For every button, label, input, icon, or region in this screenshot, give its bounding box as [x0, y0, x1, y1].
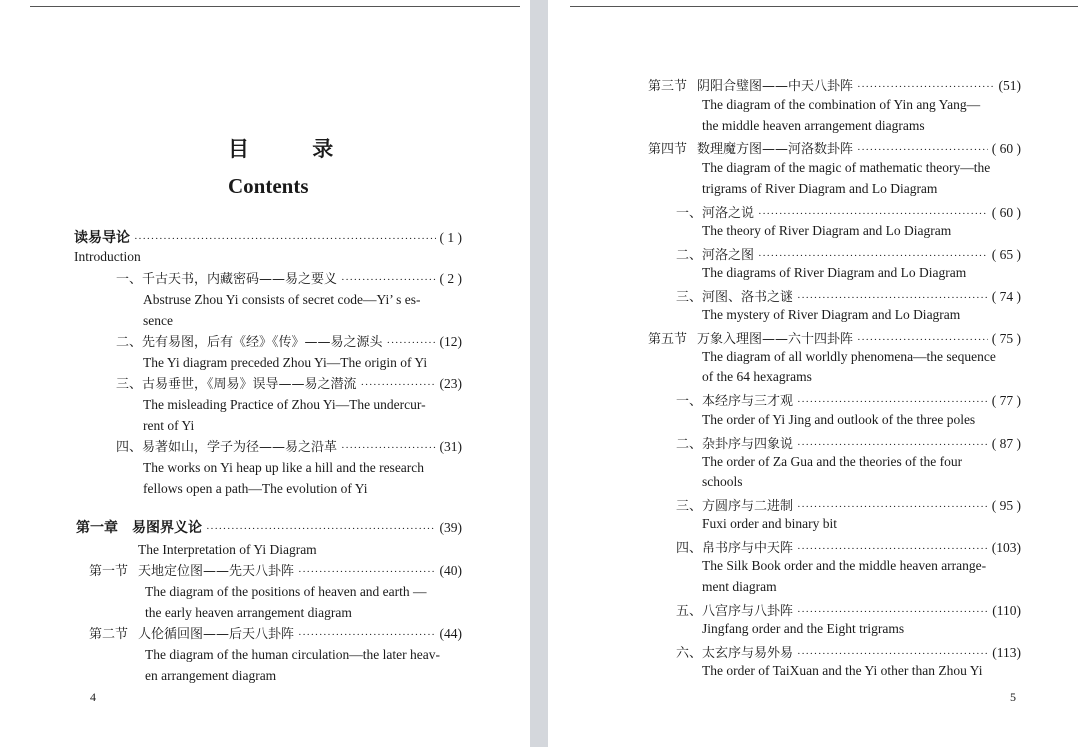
entry-title-cn: 万象入理图——六十四卦阵: [697, 332, 854, 347]
header-rule: [570, 6, 1078, 7]
entry-title-cn: 阴阳合璧图——中天八卦阵: [697, 79, 854, 94]
right-page: [548, 0, 1078, 747]
entry-title-cn: 河洛之图: [702, 248, 755, 263]
toc-entry[interactable]: [676, 390, 1021, 409]
page-number: 5: [1010, 690, 1016, 704]
entry-title-en: The order of Yi Jing and outlook of the three poles: [702, 412, 976, 427]
leader-dots: [387, 337, 436, 349]
entry-title-cn: 本经序与三才观: [702, 394, 794, 409]
entry-page: (110): [992, 603, 1021, 618]
entry-page: (23): [439, 376, 462, 391]
toc-entry[interactable]: [676, 433, 1021, 452]
entry-number: 三、: [676, 499, 703, 514]
entry-title-en: The Yi diagram preceded Zhou Yi—The origin of Yi: [143, 355, 428, 370]
leader-dots: [341, 442, 435, 454]
entry-title-cn: 河洛之说: [702, 206, 755, 221]
entry-title-en: rent of Yi: [143, 418, 195, 433]
entry-page: ( 95 ): [991, 498, 1021, 513]
entry-number: 第三节: [648, 79, 688, 94]
leader-dots: [797, 501, 988, 513]
entry-title-en: Fuxi order and binary bit: [702, 516, 837, 531]
entry-title-cn: 先有易图，后有《经》《传》——易之源头: [142, 335, 383, 350]
entry-number: 二、: [676, 248, 703, 263]
entry-title-en: The Silk Book order and the middle heaven arrange-: [702, 558, 987, 573]
entry-title-cn: 八宫序与八卦阵: [702, 604, 794, 619]
toc-entry-section[interactable]: [648, 138, 1021, 157]
entry-page: ( 60 ): [991, 141, 1021, 156]
entry-title-en: The diagrams of River Diagram and Lo Diagram: [702, 265, 967, 280]
entry-title-en: The works on Yi heap up like a hill and the research: [143, 460, 425, 475]
entry-title-en: ment diagram: [702, 579, 777, 594]
toc-entry[interactable]: [116, 268, 462, 287]
entry-page: ( 1 ): [439, 230, 462, 245]
entry-number: 四、: [116, 440, 143, 455]
toc-entry[interactable]: [676, 286, 1021, 305]
leader-dots: [206, 523, 436, 535]
entry-title-cn: 数理魔方图——河洛数卦阵: [697, 142, 854, 157]
entry-title-en: Jingfang order and the Eight trigrams: [702, 621, 905, 636]
entry-page: ( 2 ): [439, 271, 462, 286]
entry-title-cn: 天地定位图——先天八卦阵: [138, 564, 295, 579]
toc-entry[interactable]: [116, 331, 462, 350]
entry-number: 六、: [676, 646, 703, 661]
entry-page: ( 74 ): [991, 289, 1021, 304]
leader-dots: [341, 274, 435, 286]
entry-title-en: of the 64 hexagrams: [702, 369, 812, 384]
entry-number: 三、: [676, 290, 703, 305]
toc-entry-section[interactable]: [648, 75, 1021, 94]
entry-title-en: The diagram of all worldly phenomena—the sequence: [702, 349, 996, 364]
entry-number: 一、: [676, 394, 703, 409]
entry-title-en: The mystery of River Diagram and Lo Diagram: [702, 307, 961, 322]
leader-dots: [797, 439, 988, 451]
toc-entry-section[interactable]: [89, 623, 462, 642]
left-page: [0, 0, 530, 747]
contents-title-english: Contents: [228, 174, 309, 198]
entry-title-cn: 太玄序与易外易: [702, 646, 794, 661]
entry-title-cn: 古易垂世，《周易》误导——易之潜流: [142, 377, 357, 392]
entry-number: 第五节: [648, 332, 688, 347]
leader-dots: [857, 334, 988, 346]
entry-page: (12): [439, 334, 462, 349]
entry-title-cn: 易著如山，学子为径——易之沿革: [142, 440, 338, 455]
page-number: 4: [90, 690, 96, 704]
entry-number: 二、: [116, 335, 143, 350]
entry-title-en: Introduction: [74, 249, 141, 264]
entry-title-cn: 千古天书，内藏密码——易之要义: [142, 272, 338, 287]
entry-title-cn: 杂卦序与四象说: [702, 437, 794, 452]
entry-title-cn: 读易导论: [74, 230, 130, 246]
entry-page: (31): [439, 439, 462, 454]
leader-dots: [857, 144, 988, 156]
entry-title-en: The misleading Practice of Zhou Yi—The undercur-: [143, 397, 426, 412]
entry-title-en: schools: [702, 474, 743, 489]
entry-title-en: The diagram of the positions of heaven and earth —: [145, 584, 427, 599]
entry-number: 第一节: [89, 564, 129, 579]
toc-entry[interactable]: [116, 436, 462, 455]
entry-page: (44): [439, 626, 462, 641]
leader-dots: [758, 208, 988, 220]
toc-entry[interactable]: [676, 600, 1021, 619]
entry-number: 一、: [676, 206, 703, 221]
entry-number: 三、: [116, 377, 143, 392]
entry-title-en: en arrangement diagram: [145, 668, 277, 683]
toc-entry[interactable]: [676, 642, 1021, 661]
toc-entry[interactable]: [676, 244, 1021, 263]
leader-dots: [797, 648, 988, 660]
entry-title-en: The Interpretation of Yi Diagram: [138, 542, 317, 557]
leader-dots: [758, 250, 988, 262]
header-rule: [30, 6, 520, 7]
entry-page: ( 75 ): [991, 331, 1021, 346]
entry-number: 第二节: [89, 627, 129, 642]
entry-number: 第四节: [648, 142, 688, 157]
entry-page: (113): [992, 645, 1021, 660]
entry-title-en: the early heaven arrangement diagram: [145, 605, 352, 620]
entry-page: ( 65 ): [991, 247, 1021, 262]
entry-page: ( 87 ): [991, 436, 1021, 451]
entry-number: 四、: [676, 541, 703, 556]
leader-dots: [797, 292, 988, 304]
leader-dots: [857, 81, 994, 93]
entry-page: ( 77 ): [991, 393, 1021, 408]
entry-number: 二、: [676, 437, 703, 452]
toc-entry-introduction[interactable]: [74, 227, 462, 247]
entry-title-cn: 易图界义论: [132, 520, 202, 536]
entry-title-en: the middle heaven arrangement diagrams: [702, 118, 925, 133]
entry-title-cn: 河图、洛书之谜: [702, 290, 794, 305]
entry-title-en: sence: [143, 313, 173, 328]
entry-title-en: The diagram of the human circulation—the later heav-: [145, 647, 441, 662]
entry-number: 一、: [116, 272, 143, 287]
entry-title-en: The order of Za Gua and the theories of the four: [702, 454, 963, 469]
entry-title-en: The theory of River Diagram and Lo Diagram: [702, 223, 952, 238]
entry-page: (51): [998, 78, 1021, 93]
entry-title-en: Abstruse Zhou Yi consists of secret code—Yi’ s es-: [143, 292, 421, 307]
toc-entry-section[interactable]: [89, 560, 462, 579]
entry-title-cn: 帛书序与中天阵: [702, 541, 794, 556]
entry-title-en: The diagram of the magic of mathematic theory—the: [702, 160, 991, 175]
toc-entry[interactable]: [676, 202, 1021, 221]
entry-title-en: trigrams of River Diagram and Lo Diagram: [702, 181, 938, 196]
entry-title-cn: 人伦循回图——后天八卦阵: [138, 627, 295, 642]
leader-dots: [298, 566, 435, 578]
entry-page: (40): [439, 563, 462, 578]
entry-page: (103): [991, 540, 1021, 555]
entry-title-en: The diagram of the combination of Yin ang Yang—: [702, 97, 981, 112]
entry-number: 第一章: [76, 520, 118, 536]
entry-title-en: fellows open a path—The evolution of Yi: [143, 481, 368, 496]
toc-entry[interactable]: [676, 495, 1021, 514]
entry-page: (39): [439, 520, 462, 535]
leader-dots: [797, 606, 988, 618]
leader-dots: [298, 629, 435, 641]
contents-title-chinese: 目 录: [228, 137, 362, 161]
leader-dots: [797, 396, 988, 408]
entry-title-cn: 方圆序与二进制: [702, 499, 794, 514]
leader-dots: [134, 233, 436, 245]
entry-page: ( 60 ): [991, 205, 1021, 220]
toc-entry[interactable]: [676, 537, 1021, 556]
leader-dots: [361, 379, 436, 391]
entry-number: 五、: [676, 604, 703, 619]
leader-dots: [797, 543, 988, 555]
toc-entry-section[interactable]: [648, 328, 1021, 347]
toc-entry[interactable]: [116, 373, 462, 392]
entry-title-en: The order of TaiXuan and the Yi other than Zhou Yi: [702, 663, 983, 678]
toc-entry-chapter[interactable]: [76, 517, 462, 537]
